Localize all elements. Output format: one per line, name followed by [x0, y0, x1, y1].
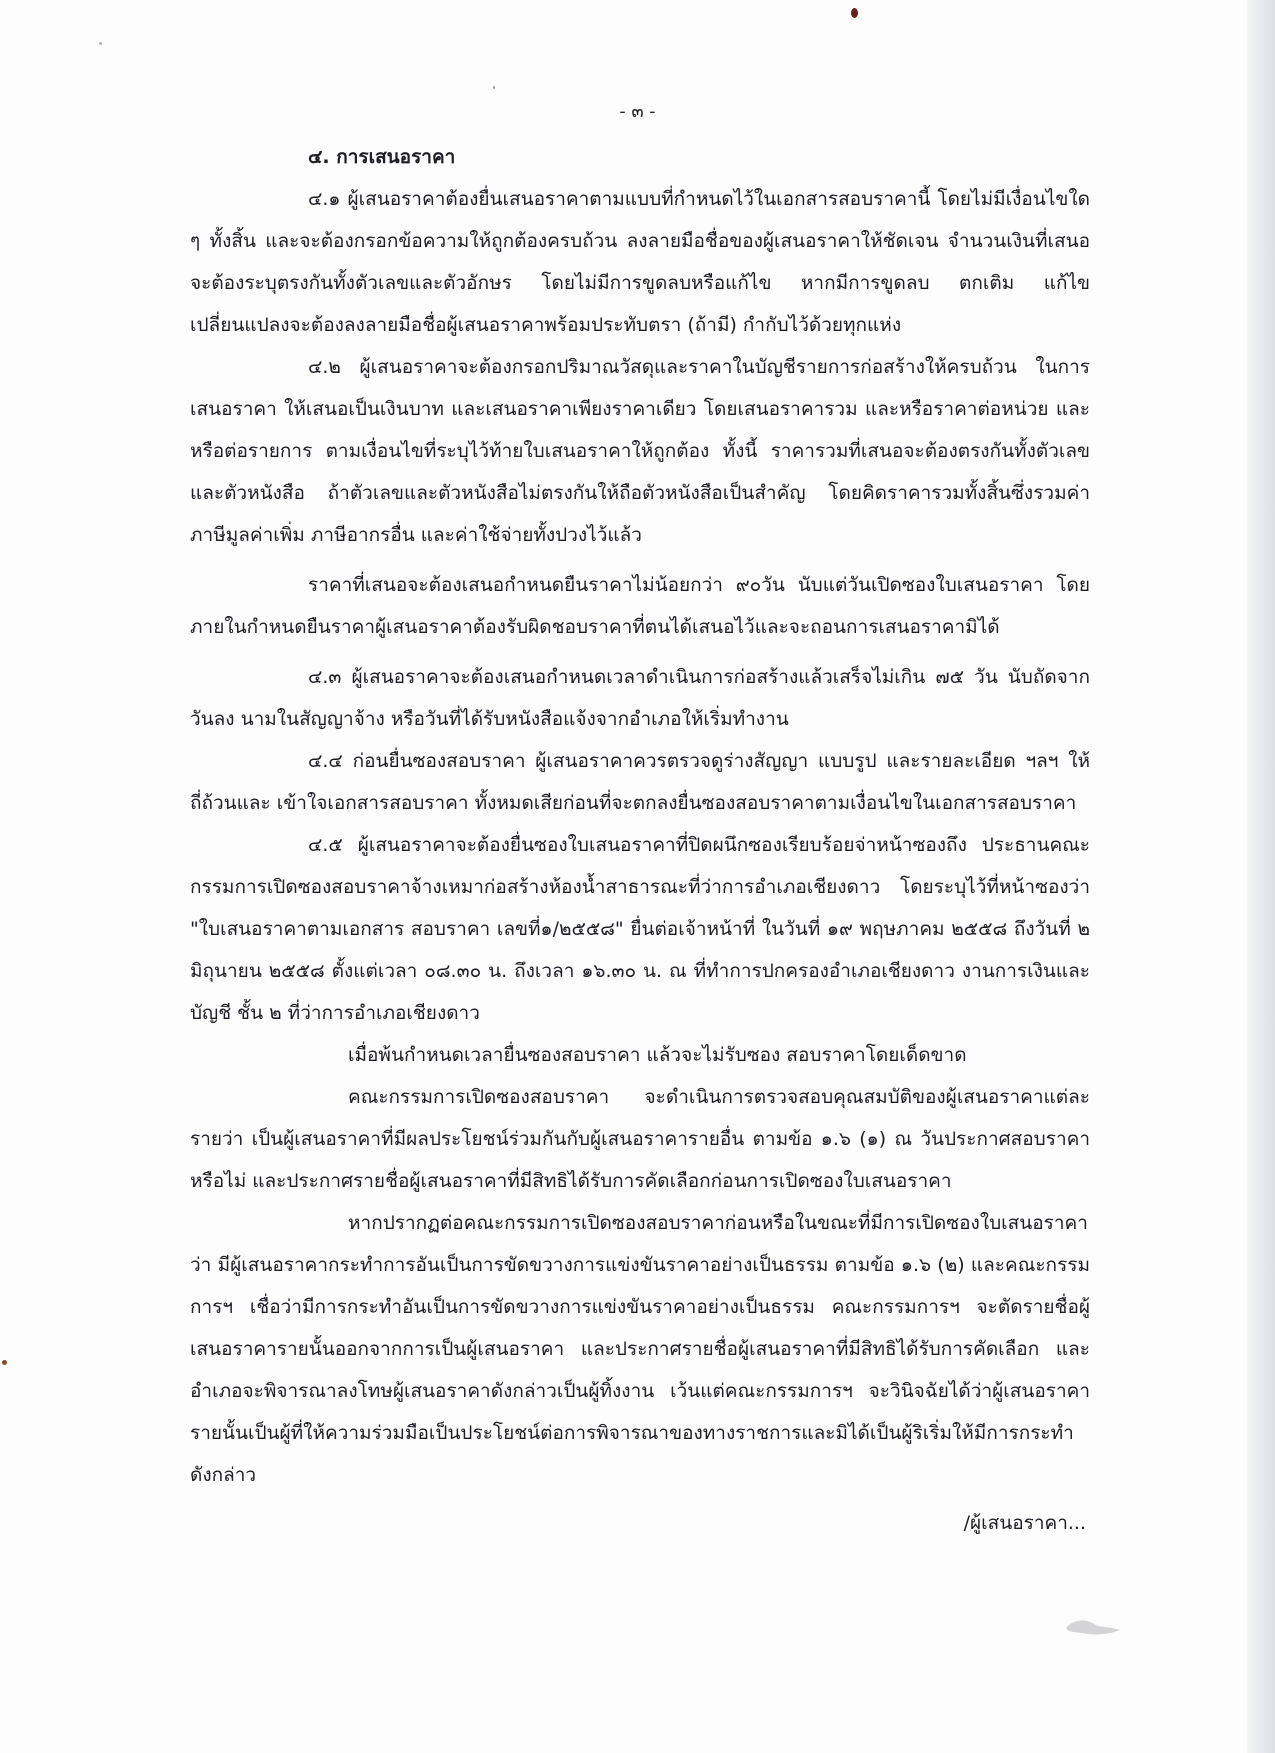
ink-speck	[851, 8, 858, 18]
dust-speck	[493, 86, 495, 89]
ink-speck	[2, 1360, 7, 1365]
page-number: - ๓ -	[619, 101, 656, 122]
dust-speck	[99, 42, 102, 45]
section-heading: ๔. การเสนอราคา	[308, 146, 456, 168]
paragraph-collusion: หากปรากฏต่อคณะกรรมการเปิดซองสอบราคาก่อนหรือในขณะที่มีการเปิดซองใบเสนอราคาว่า มีผู้เสนอราคากระทำการอันเป็นการขัดขวางการแข่งขันราคาอย่างเป็นธรรม ตามข้อ ๑.๖ (๒) และคณะกรรมการฯ เชื่อว่ามีการกระทำอันเป็นการขัดขวางการแข่งขันราคาอย่างเป็นธรรม คณะกรรมการฯ จะตัดรายชื่อผู้เสนอราคารายนั้นออกจากการเป็นผู้เสนอราคา และประกาศรายชื่อผู้เสนอราคาที่มีสิทธิได้รับการคัดเลือก และอำเภอจะพิจารณาลงโทษผู้เสนอราคาดังกล่าวเป็นผู้ทิ้งงาน เว้นแต่คณะกรรมการฯ จะวินิจฉัยได้ว่าผู้เสนอราคารายนั้นเป็นผู้ที่ให้ความร่วมมือเป็นประโยชน์ต่อการพิจารณาของทางราชการและมิได้เป็นผู้ริเริ่มให้มีการกระทำดังกล่าว	[190, 1212, 1090, 1486]
document-body	[190, 136, 1090, 1544]
paragraph-4-4: ๔.๔ ก่อนยื่นซองสอบราคา ผู้เสนอราคาควรตรวจดูร่างสัญญา แบบรูป และรายละเอียด ฯลฯ ให้ถี่ถ้วนและ เข้าใจเอกสารสอบราคา ทั้งหมดเสียก่อนที่จะตกลงยื่นซองสอบราคาตามเงื่อนไขในเอกสารสอบราคา	[190, 750, 1090, 814]
paragraph-price-validity: ราคาที่เสนอจะต้องเสนอกำหนดยืนราคาไม่น้อยกว่า ๙๐วัน นับแต่วันเปิดซองใบเสนอราคา โดย ภายในกำหนดยืนราคาผู้เสนอราคาต้องรับผิดชอบราคาที่ตนได้เสนอไว้และจะถอนการเสนอราคามิได้	[190, 574, 1090, 638]
smudge-mark	[1064, 1616, 1122, 1638]
scan-edge-shadow	[1247, 0, 1275, 1753]
paragraph-qualification-check: คณะกรรมการเปิดซองสอบราคา จะดำเนินการตรวจสอบคุณสมบัติของผู้เสนอราคาแต่ละรายว่า เป็นผู้เสนอราคาที่มีผลประโยชน์ร่วมกันกับผู้เสนอราคารายอื่น ตามข้อ ๑.๖ (๑) ณ วันประกาศสอบราคาหรือไม่ และประกาศรายชื่อผู้เสนอราคาที่มีสิทธิได้รับการคัดเลือกก่อนการเปิดซองใบเสนอราคา	[190, 1086, 1090, 1192]
paragraph-4-3: ๔.๓ ผู้เสนอราคาจะต้องเสนอกำหนดเวลาดำเนินการก่อสร้างแล้วเสร็จไม่เกิน ๗๕ วัน นับถัดจากวันลง นามในสัญญาจ้าง หรือวันที่ได้รับหนังสือแจ้งจากอำเภอให้เริ่มทำงาน	[190, 666, 1090, 730]
paragraph-4-2: ๔.๒ ผู้เสนอราคาจะต้องกรอกปริมาณวัสดุและราคาในบัญชีรายการก่อสร้างให้ครบถ้วน ในการเสนอราคา ให้เสนอเป็นเงินบาท และเสนอราคาเพียงราคาเดียว โดยเสนอราคารวม และหรือราคาต่อหน่วย และหรือต่อรายการ ตามเงื่อนไขที่ระบุไว้ท้ายใบเสนอราคาให้ถูกต้อง ทั้งนี้ ราคารวมที่เสนอจะต้องตรงกันทั้งตัวเลขและตัวหนังสือ ถ้าตัวเลขและตัวหนังสือไม่ตรงกันให้ถือตัวหนังสือเป็นสำคัญ โดยคิดราคารวมทั้งสิ้นซึ่งรวมค่าภาษีมูลค่าเพิ่ม ภาษีอากรอื่น และค่าใช้จ่ายทั้งปวงไว้แล้ว	[190, 356, 1090, 546]
paragraph-4-1: ๔.๑ ผู้เสนอราคาต้องยื่นเสนอราคาตามแบบที่กำหนดไว้ในเอกสารสอบราคานี้ โดยไม่มีเงื่อนไขใด ๆ ทั้งสิ้น และจะต้องกรอกข้อความให้ถูกต้องครบถ้วน ลงลายมือชื่อของผู้เสนอราคาให้ชัดเจน จำนวนเงินที่เสนอจะต้องระบุตรงกันทั้งตัวเลขและตัวอักษร โดยไม่มีการขูดลบหรือแก้ไข หากมีการขูดลบ ตกเติม แก้ไขเปลี่ยนแปลงจะต้องลงลายมือชื่อผู้เสนอราคาพร้อมประทับตรา (ถ้ามี) กำกับไว้ด้วยทุกแห่ง	[190, 188, 1090, 336]
paragraph-4-5: ๔.๕ ผู้เสนอราคาจะต้องยื่นซองใบเสนอราคาที่ปิดผนึกซองเรียบร้อยจ่าหน้าซองถึง ประธานคณะกรรมการเปิดซองสอบราคาจ้างเหมาก่อสร้างห้องน้ำสาธารณะที่ว่าการอำเภอเชียงดาว โดยระบุไว้ที่หน้าซองว่า "ใบเสนอราคาตามเอกสาร สอบราคา เลขที่๑/๒๕๕๘" ยื่นต่อเจ้าหน้าที่ ในวันที่ ๑๙ พฤษภาคม ๒๕๕๘ ถึงวันที่ ๒ มิถุนายน ๒๕๕๘ ตั้งแต่เวลา ๐๘.๓๐ น. ถึงเวลา ๑๖.๓๐ น. ณ ที่ทำการปกครองอำเภอเชียงดาว งานการเงินและบัญชี ชั้น ๒ ที่ว่าการอำเภอเชียงดาว	[190, 834, 1090, 1024]
paragraph-late-submission: เมื่อพ้นกำหนดเวลายื่นซองสอบราคา แล้วจะไม่รับซอง สอบราคาโดยเด็ดขาด	[348, 1044, 967, 1066]
continuation-note: /ผู้เสนอราคา...	[963, 1512, 1086, 1534]
